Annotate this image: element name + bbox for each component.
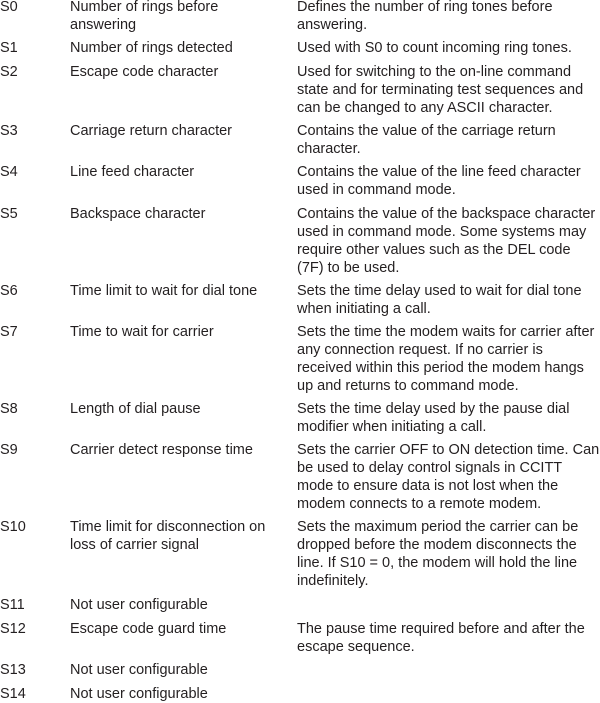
register-name: Not user configurable xyxy=(70,686,208,702)
register-description: The pause time required before and after the escape sequence. xyxy=(297,621,585,655)
register-description: Sets the time delay used to wait for dial tone when initiating a call. xyxy=(297,283,582,317)
register-id: S10 xyxy=(0,519,26,535)
register-description: Contains the value of the carriage return character. xyxy=(297,123,556,157)
register-description: Defines the number of ring tones before answering. xyxy=(297,0,553,33)
register-name: Escape code character xyxy=(70,64,219,80)
register-description: Sets the maximum period the carrier can be dropped before the modem disconnects the line. If S10 = 0, the modem will hold the line indefinitely. xyxy=(297,519,579,589)
register-id: S12 xyxy=(0,621,26,637)
register-name: Time limit to wait for dial tone xyxy=(70,283,258,299)
register-name: Backspace character xyxy=(70,206,206,222)
register-name: Carrier detect response time xyxy=(70,442,253,458)
register-description: Used with S0 to count incoming ring tones. xyxy=(297,40,572,56)
register-id: S9 xyxy=(0,442,18,458)
register-description: Sets the carrier OFF to ON detection time. Can be used to delay control signals in CCITT mode to ensure data is not lost when the modem connects to a remote modem. xyxy=(297,442,600,512)
register-id: S5 xyxy=(0,206,18,222)
register-description: Used for switching to the on-line command state and for terminating test sequences and can be changed to any ASCII character. xyxy=(297,64,584,116)
register-id: S2 xyxy=(0,64,18,80)
register-id: S7 xyxy=(0,324,18,340)
register-id: S14 xyxy=(0,686,26,702)
register-name: Length of dial pause xyxy=(70,401,201,417)
register-name: Not user configurable xyxy=(70,662,208,678)
register-name: Line feed character xyxy=(70,164,195,180)
register-id: S1 xyxy=(0,40,18,56)
register-name: Number of rings detected xyxy=(70,40,233,56)
register-name: Escape code guard time xyxy=(70,621,227,637)
register-description: Contains the value of the line feed character used in command mode. xyxy=(297,164,581,198)
register-name: Number of rings before answering xyxy=(70,0,219,33)
register-description: Contains the value of the backspace character used in command mode. Some systems may require other values such as the DEL code (7F) to be used. xyxy=(297,206,596,276)
register-id: S0 xyxy=(0,0,18,15)
register-id: S4 xyxy=(0,164,18,180)
register-id: S3 xyxy=(0,123,18,139)
register-description: Sets the time the modem waits for carrier after any connection request. If no carrier is received within this period the modem hangs up and returns to command mode. xyxy=(297,324,595,394)
register-name: Time to wait for carrier xyxy=(70,324,214,340)
register-id: S6 xyxy=(0,283,18,299)
register-description: Sets the time delay used by the pause dial modifier when initiating a call. xyxy=(297,401,570,435)
register-id: S13 xyxy=(0,662,26,678)
register-id: S11 xyxy=(0,597,25,613)
register-name: Time limit for disconnection on loss of carrier signal xyxy=(70,519,266,553)
register-name: Not user configurable xyxy=(70,597,208,613)
register-id: S8 xyxy=(0,401,18,417)
register-name: Carriage return character xyxy=(70,123,232,139)
